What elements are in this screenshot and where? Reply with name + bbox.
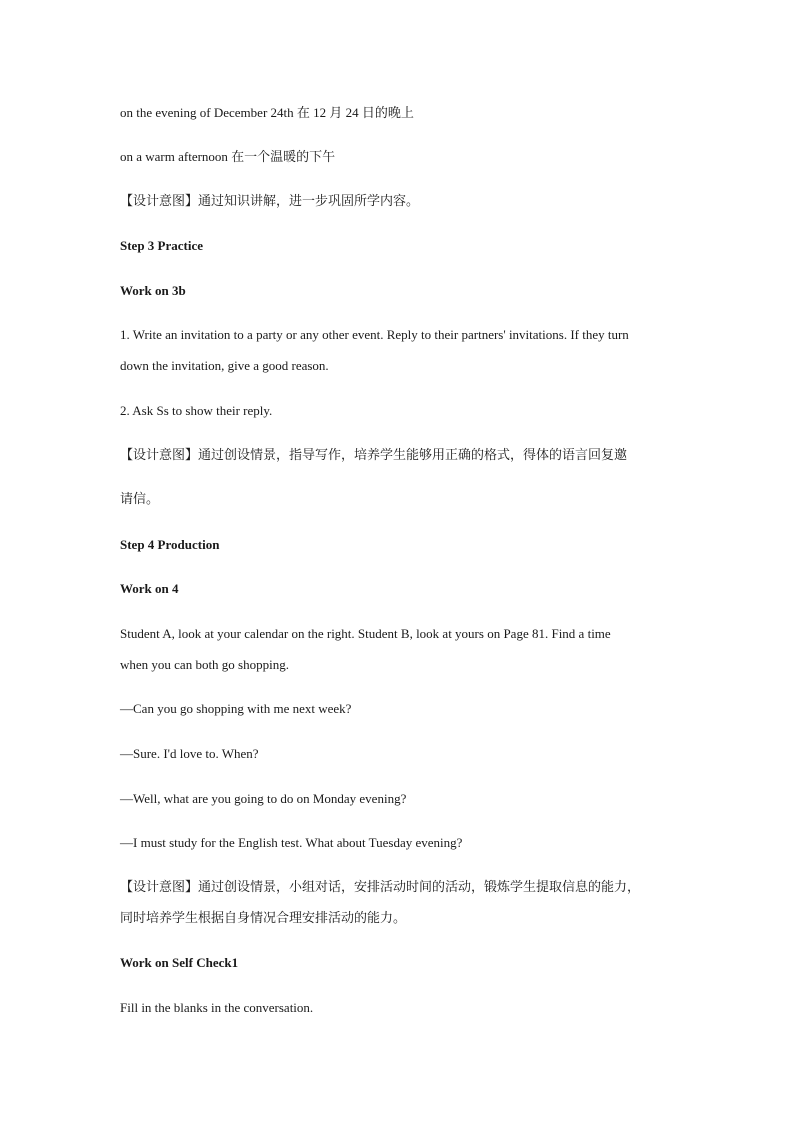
instruction-line: down the invitation, give a good reason. bbox=[120, 358, 329, 373]
dialogue-line: —I must study for the English test. What about Tuesday evening? bbox=[120, 835, 463, 850]
step-heading: Step 4 Production bbox=[120, 537, 220, 552]
dialogue-line: —Well, what are you going to do on Monday evening? bbox=[120, 791, 407, 806]
task-heading: Work on Self Check1 bbox=[120, 955, 239, 970]
instruction-line: when you can both go shopping. bbox=[120, 657, 289, 672]
design-intent-note: 【设计意图】通过创设情景，指导写作，培养学生能够用正确的格式，得体的语言回复邀 bbox=[120, 448, 628, 463]
instruction-line: 2. Ask Ss to show their reply. bbox=[120, 403, 273, 418]
design-intent-note: 【设计意图】通过知识讲解，进一步巩固所学内容。 bbox=[120, 194, 420, 209]
design-intent-note: 同时培养学生根据自身情况合理安排活动的能力。 bbox=[120, 911, 407, 926]
instruction-line: Student A, look at your calendar on the right. Student B, look at yours on Page 81. Find a time bbox=[120, 626, 611, 641]
design-intent-note: 请信。 bbox=[120, 492, 160, 507]
phrase-afternoon: on a warm afternoon 在一个温暖的下午 bbox=[120, 149, 336, 164]
instruction-line: 1. Write an invitation to a party or any other event. Reply to their partners' invitations. If they turn bbox=[120, 327, 629, 342]
task-heading: Work on 3b bbox=[120, 283, 186, 298]
phrase-evening: on the evening of December 24th 在 12 月 24 日的晚上 bbox=[120, 105, 414, 120]
dialogue-line: —Sure. I'd love to. When? bbox=[120, 746, 259, 761]
task-heading: Work on 4 bbox=[120, 581, 179, 596]
step-heading: Step 3 Practice bbox=[120, 238, 204, 253]
design-intent-note: 【设计意图】通过创设情景，小组对话，安排活动时间的活动，锻炼学生提取信息的能力， bbox=[120, 880, 641, 895]
dialogue-line: —Can you go shopping with me next week? bbox=[120, 701, 352, 716]
instruction-line: Fill in the blanks in the conversation. bbox=[120, 1000, 314, 1015]
